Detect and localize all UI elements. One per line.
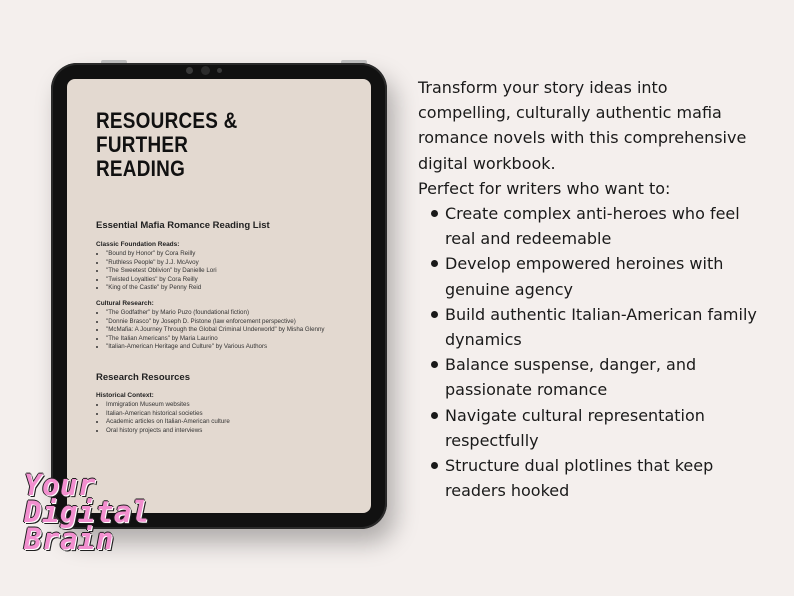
list-item: • "Donnie Brasco" by Joseph D. Pistone (law enforcement perspective)	[106, 318, 346, 327]
list-item: • "Italian-American Heritage and Culture" by Various Authors	[106, 343, 346, 352]
list-item: Develop empowered heroines with genuine agency	[428, 251, 764, 301]
intro-line: compelling, culturally authentic mafia	[418, 103, 722, 123]
intro-line: Perfect for writers who want to:	[418, 178, 671, 198]
tablet-power-button	[341, 60, 367, 63]
list-item: • "McMafia: A Journey Through the Global Criminal Underworld" by Misha Glenny	[106, 326, 346, 335]
historical-context-list	[96, 401, 346, 435]
intro-text	[418, 75, 758, 201]
cultural-research-list	[96, 309, 346, 352]
tablet-camera-icon	[201, 66, 210, 75]
list-item: • "The Godfather" by Mario Puzo (foundational fiction)	[106, 309, 346, 318]
page-title: RESOURCES & FURTHER READING	[96, 108, 238, 181]
classic-reads-list	[96, 250, 346, 293]
brand-line: Your	[24, 468, 96, 502]
list-item: • "The Sweetest Oblivion" by Danielle Lori	[106, 267, 346, 276]
historical-context-heading: Historical Context:	[96, 392, 154, 399]
tablet-volume-button	[101, 60, 127, 63]
list-item: • "The Italian Americans" by Maria Laurino	[106, 335, 346, 344]
intro-line: romance novels with this comprehensive	[418, 128, 747, 148]
list-item: • "Bound by Honor" by Cora Reilly	[106, 250, 346, 259]
brand-line: Brain	[24, 522, 114, 556]
cultural-research-heading: Cultural Research:	[96, 300, 154, 307]
brand-logo	[24, 468, 150, 556]
research-resources-heading: Research Resources	[96, 372, 190, 383]
benefits-list	[428, 201, 764, 503]
list-item: Navigate cultural representation respectfully	[428, 403, 764, 453]
classic-reads-heading: Classic Foundation Reads:	[96, 241, 180, 248]
list-item: • Academic articles on Italian-American culture	[106, 418, 346, 427]
reading-list-heading: Essential Mafia Romance Reading List	[96, 220, 270, 231]
tablet-sensor-icon	[186, 67, 193, 74]
intro-line: Transform your story ideas into	[418, 78, 668, 97]
list-item: Build authentic Italian-American family dynamics	[428, 302, 764, 352]
list-item: • "Ruthless People" by J.J. McAvoy	[106, 259, 346, 268]
list-item: • Immigration Museum websites	[106, 401, 346, 410]
list-item: • "King of the Castle" by Penny Reid	[106, 284, 346, 293]
list-item: Balance suspense, danger, and passionate romance	[428, 352, 764, 402]
list-item: • Italian-American historical societies	[106, 410, 346, 419]
tablet-flash-icon	[217, 68, 222, 73]
list-item: • "Twisted Loyalties" by Cora Reilly	[106, 276, 346, 285]
intro-line: digital workbook.	[418, 153, 556, 173]
tablet-screen	[67, 79, 371, 513]
brand-line: Digital	[24, 495, 150, 529]
list-item: Structure dual plotlines that keep readers hooked	[428, 453, 764, 503]
list-item: Create complex anti-heroes who feel real and redeemable	[428, 201, 764, 251]
tablet-mockup	[51, 63, 387, 529]
list-item: • Oral history projects and interviews	[106, 427, 346, 436]
